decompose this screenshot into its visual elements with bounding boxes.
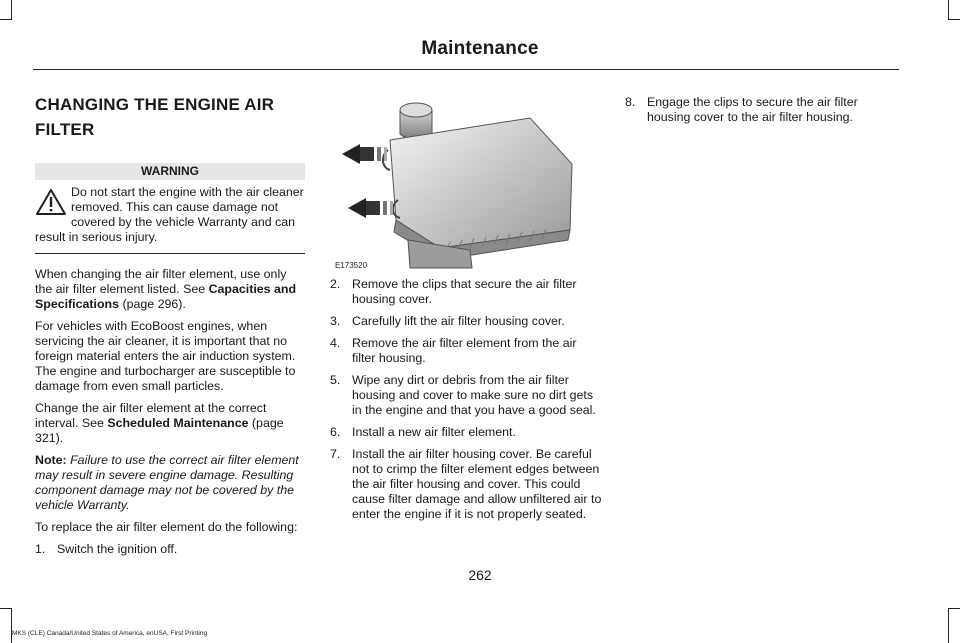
paragraph: For vehicles with EcoBoost engines, when servicing the air cleaner, it is important that no foreign material enters the air induction system. The engine and turbocharger are susceptible to damage from even small particles.	[35, 319, 296, 393]
step-text: Remove the clips that secure the air filter housing cover.	[352, 277, 577, 306]
crop-mark	[0, 19, 11, 20]
step-number: 8.	[625, 95, 636, 109]
paragraph-text: Change the air filter element at the correct interval. See	[35, 401, 267, 430]
step-text: Engage the clips to secure the air filter housing cover to the air filter housing.	[647, 95, 858, 124]
paragraph	[35, 401, 305, 446]
page-number: 262	[468, 567, 492, 583]
middle-column	[330, 90, 602, 529]
crop-mark	[949, 19, 960, 20]
note-label: Note:	[35, 453, 67, 467]
page-reference: (page 296).	[119, 297, 186, 311]
section-title	[35, 92, 305, 142]
footer-text: MKS (CLE) Canada/United States of America, enUSA, First Printing	[12, 630, 208, 637]
crop-mark	[949, 608, 960, 609]
list-item	[330, 373, 602, 418]
step-number: 1.	[35, 542, 46, 556]
step-text: Install the air filter housing cover. Be careful not to crimp the filter element edges between the air filter housing and cover. This could cause filter damage and allow unfiltered air to enter the engine if it is not properly seated.	[352, 447, 602, 521]
paragraph: To replace the air filter element do the following:	[35, 520, 298, 534]
step-number: 6.	[330, 425, 341, 439]
crop-mark	[11, 0, 12, 20]
list-item	[625, 95, 895, 125]
step-text: Wipe any dirt or debris from the air filter housing and cover to make sure no dirt gets in the engine and that you have a good seal.	[352, 373, 596, 417]
crop-mark	[11, 608, 12, 643]
step-list	[625, 95, 895, 125]
step-number: 2.	[330, 277, 341, 291]
cross-reference-link[interactable]: Scheduled Maintenance	[107, 416, 249, 430]
warning-text: Do not start the engine with the air cleaner removed. This can cause damage not covered by the vehicle Warranty and can result in serious injury.	[35, 185, 304, 244]
arrow-icon	[342, 144, 387, 164]
figure-id: E173520	[335, 261, 368, 270]
warning-body	[35, 180, 305, 253]
crop-mark	[948, 0, 949, 20]
step-number: 7.	[330, 447, 341, 461]
paragraph	[35, 267, 305, 312]
list-item	[330, 314, 602, 329]
note-text: Failure to use the correct air filter element may result in severe engine damage. Resulting component damage may not be covered by the vehicle Warranty.	[35, 453, 299, 512]
list-item	[330, 277, 602, 307]
cross-reference-link[interactable]: Capacities and Specifications	[35, 282, 297, 311]
air-filter-housing-image	[330, 90, 600, 270]
air-filter-housing-illustration	[330, 90, 600, 270]
crop-mark	[948, 608, 949, 643]
section-title-line1: CHANGING THE ENGINE AIR	[35, 95, 275, 114]
step-text: Carefully lift the air filter housing cover.	[352, 314, 565, 328]
crop-mark	[0, 608, 11, 609]
step-text: Remove the air filter element from the air filter housing.	[352, 336, 577, 365]
step-text: Switch the ignition off.	[57, 542, 178, 556]
step-list	[35, 542, 305, 557]
left-column	[35, 90, 305, 564]
page-reference: (page 321).	[35, 416, 284, 445]
warning-box	[35, 163, 305, 254]
page-title: Maintenance	[421, 38, 539, 59]
note	[35, 453, 305, 513]
step-list	[330, 277, 602, 522]
section-title-line2: FILTER	[35, 120, 95, 139]
header-divider	[33, 69, 899, 70]
right-column	[625, 90, 895, 132]
paragraph-text: When changing the air filter element, use only the air filter element listed. See	[35, 267, 287, 296]
step-number: 3.	[330, 314, 341, 328]
step-text: Install a new air filter element.	[352, 425, 516, 439]
list-item	[330, 447, 602, 522]
warning-heading: WARNING	[35, 163, 305, 180]
arrow-icon	[348, 198, 393, 218]
step-number: 5.	[330, 373, 341, 387]
list-item	[35, 542, 305, 557]
list-item	[330, 425, 602, 440]
step-number: 4.	[330, 336, 341, 350]
list-item	[330, 336, 602, 366]
warning-triangle-icon	[35, 188, 67, 216]
